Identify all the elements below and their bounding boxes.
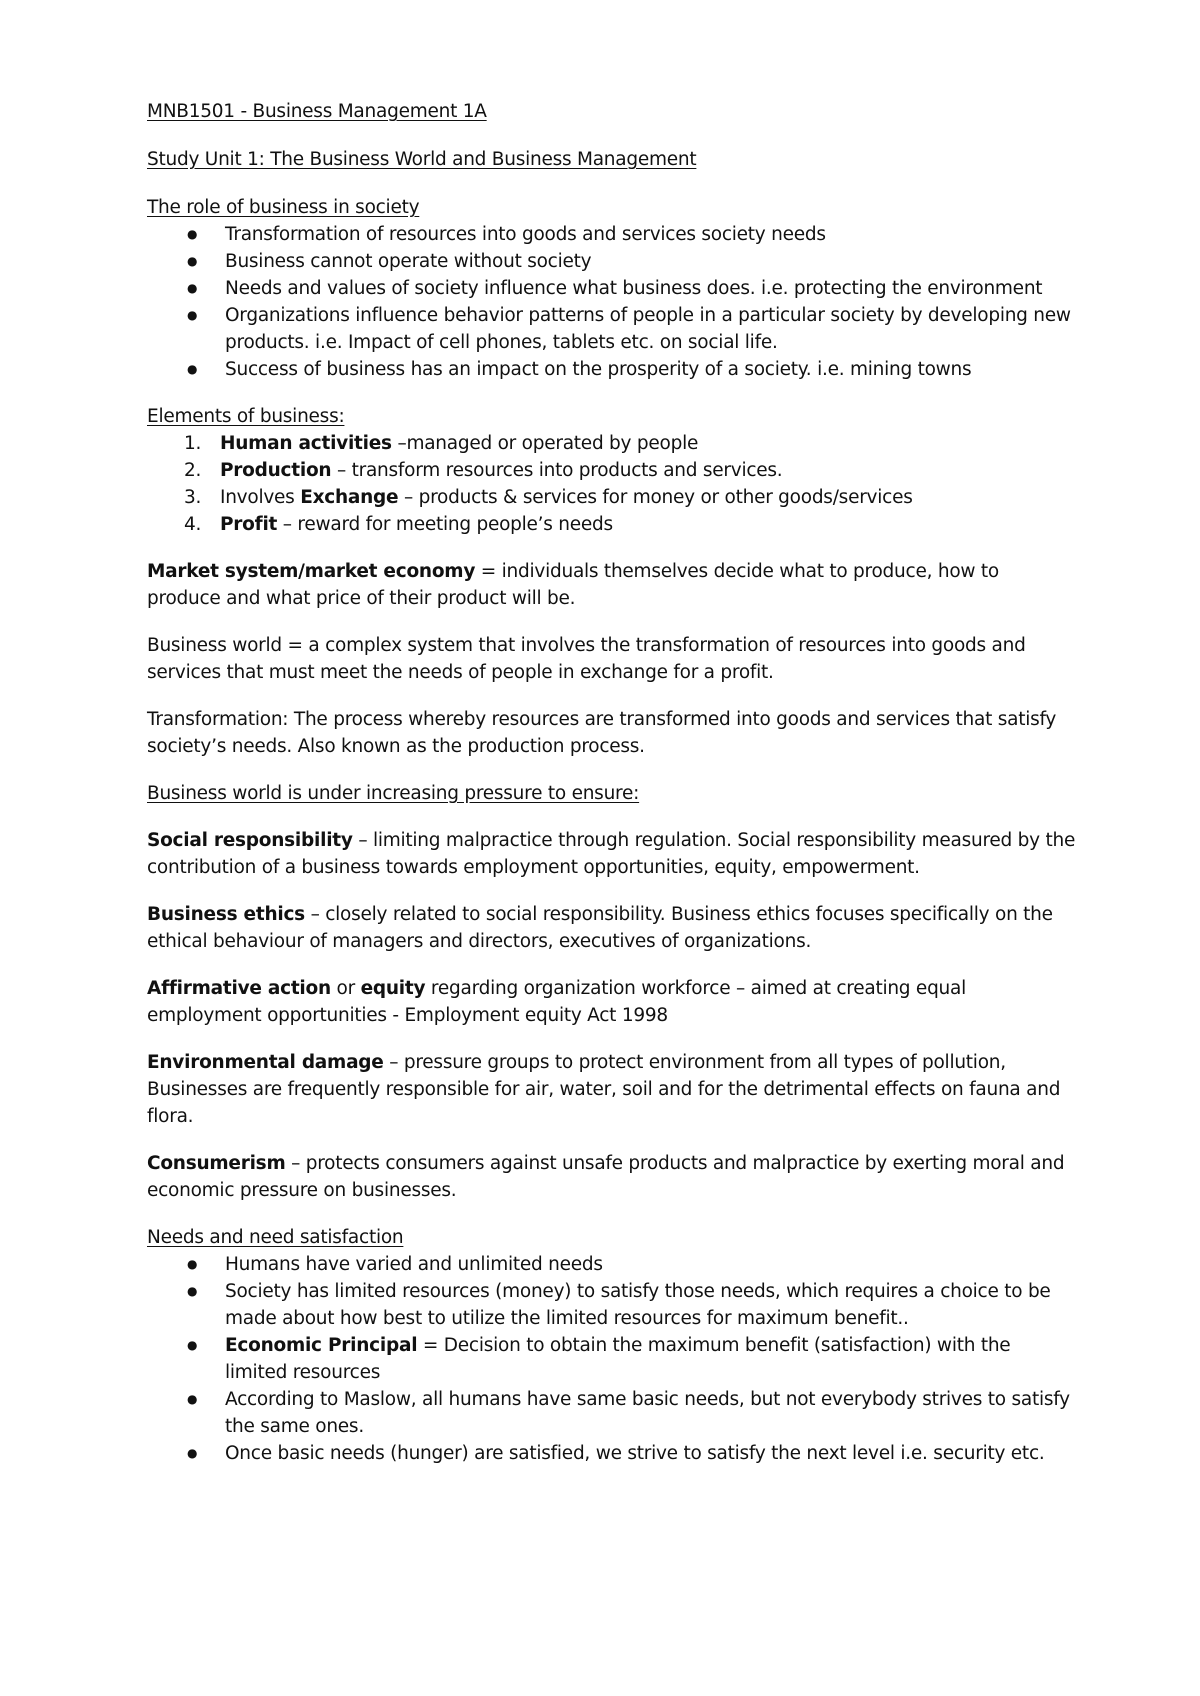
item-number: 4. bbox=[184, 514, 202, 535]
business-ethics-paragraph bbox=[147, 901, 1077, 955]
consumerism-term: Consumerism bbox=[147, 1153, 286, 1174]
social-responsibility-text: – limiting malpractice through regulation. Social responsibility measured by the contribution of a business towards employment opportunities, equity, empowerment. bbox=[147, 830, 1076, 878]
affirmative-action-term: Affirmative action bbox=[147, 978, 331, 999]
list-item: ● Success of business has an impact on the prosperity of a society. i.e. mining towns bbox=[147, 356, 1077, 383]
affirmative-action-connector: or bbox=[330, 978, 361, 999]
list-item: ● Once basic needs (hunger) are satisfied, we strive to satisfy the next level i.e. security etc. bbox=[147, 1440, 1077, 1467]
environmental-damage-text: – pressure groups to protect environment from all types of pollution, Businesses are frequently responsible for air, water, soil and for the detrimental effects on fauna and flora. bbox=[147, 1052, 1061, 1127]
business-ethics-text: – closely related to social responsibility. Business ethics focuses specifically on the ethical behaviour of managers and directors, executives of organizations. bbox=[147, 904, 1053, 952]
role-of-business-heading: The role of business in society bbox=[147, 197, 420, 218]
market-system-term: Market system/market economy bbox=[147, 561, 476, 582]
environmental-damage-term: Environmental damage bbox=[147, 1052, 384, 1073]
transformation-paragraph: Transformation: The process whereby resources are transformed into goods and services that satisfy society’s needs. Also known as the production process. bbox=[147, 709, 1057, 757]
needs-heading: Needs and need satisfaction bbox=[147, 1227, 404, 1248]
document-title: MNB1501 - Business Management 1A bbox=[147, 101, 487, 122]
study-unit-heading: Study Unit 1: The Business World and Business Management bbox=[147, 149, 697, 170]
element-description: – reward for meeting people’s needs bbox=[277, 514, 613, 535]
element-description: – transform resources into products and services. bbox=[331, 460, 783, 481]
economic-principal-text: = Decision to obtain the maximum benefit (satisfaction) with the limited resources bbox=[225, 1335, 1011, 1383]
element-term: Human activities bbox=[220, 433, 392, 454]
list-item: ● Transformation of resources into goods and services society needs bbox=[147, 221, 1077, 248]
environmental-damage-paragraph bbox=[147, 1049, 1077, 1130]
item-number: 3. bbox=[184, 487, 202, 508]
business-ethics-term: Business ethics bbox=[147, 904, 305, 925]
social-responsibility-term: Social responsibility bbox=[147, 830, 353, 851]
list-item bbox=[147, 484, 1077, 511]
economic-principal-term: Economic Principal bbox=[225, 1335, 418, 1356]
list-item: ● According to Maslow, all humans have same basic needs, but not everybody strives to satisfy the same ones. bbox=[147, 1386, 1077, 1440]
document-body bbox=[147, 98, 1077, 1467]
element-term: Production bbox=[220, 460, 332, 481]
list-item bbox=[147, 511, 1077, 538]
consumerism-text: – protects consumers against unsafe products and malpractice by exerting moral and economic pressure on businesses. bbox=[147, 1153, 1065, 1201]
element-term: Profit bbox=[220, 514, 278, 535]
element-prefix: Involves bbox=[220, 487, 301, 508]
list-item bbox=[147, 430, 1077, 457]
affirmative-action-text: regarding organization workforce – aimed at creating equal employment opportunities - Employment equity Act 1998 bbox=[147, 978, 967, 1026]
list-item bbox=[147, 1332, 1077, 1386]
elements-of-business-heading: Elements of business: bbox=[147, 406, 345, 427]
pressure-heading: Business world is under increasing pressure to ensure: bbox=[147, 783, 640, 804]
list-item bbox=[147, 457, 1077, 484]
consumerism-paragraph bbox=[147, 1150, 1077, 1204]
list-item: ● Business cannot operate without society bbox=[147, 248, 1077, 275]
element-term: Exchange bbox=[300, 487, 399, 508]
role-of-business-list bbox=[147, 221, 1077, 383]
list-item: ● Organizations influence behavior patterns of people in a particular society by developing new products. i.e. Impact of cell phones, tablets etc. on social life. bbox=[147, 302, 1077, 356]
elements-of-business-list bbox=[147, 430, 1077, 538]
list-item: ● Humans have varied and unlimited needs bbox=[147, 1251, 1077, 1278]
market-system-definition: = individuals themselves decide what to produce, how to produce and what price of their product will be. bbox=[147, 561, 999, 609]
item-number: 1. bbox=[184, 433, 202, 454]
item-number: 2. bbox=[184, 460, 202, 481]
list-item: ● Needs and values of society influence what business does. i.e. protecting the environment bbox=[147, 275, 1077, 302]
market-system-paragraph bbox=[147, 558, 1077, 612]
needs-list bbox=[147, 1251, 1077, 1467]
element-description: –managed or operated by people bbox=[391, 433, 699, 454]
business-world-paragraph: Business world = a complex system that involves the transformation of resources into goods and services that must meet the needs of people in exchange for a profit. bbox=[147, 635, 1026, 683]
element-description: – products & services for money or other goods/services bbox=[398, 487, 913, 508]
social-responsibility-paragraph bbox=[147, 827, 1077, 881]
affirmative-action-paragraph bbox=[147, 975, 1077, 1029]
list-item: ● Society has limited resources (money) to satisfy those needs, which requires a choice to be made about how best to utilize the limited resources for maximum benefit.. bbox=[147, 1278, 1077, 1332]
equity-term: equity bbox=[360, 978, 426, 999]
